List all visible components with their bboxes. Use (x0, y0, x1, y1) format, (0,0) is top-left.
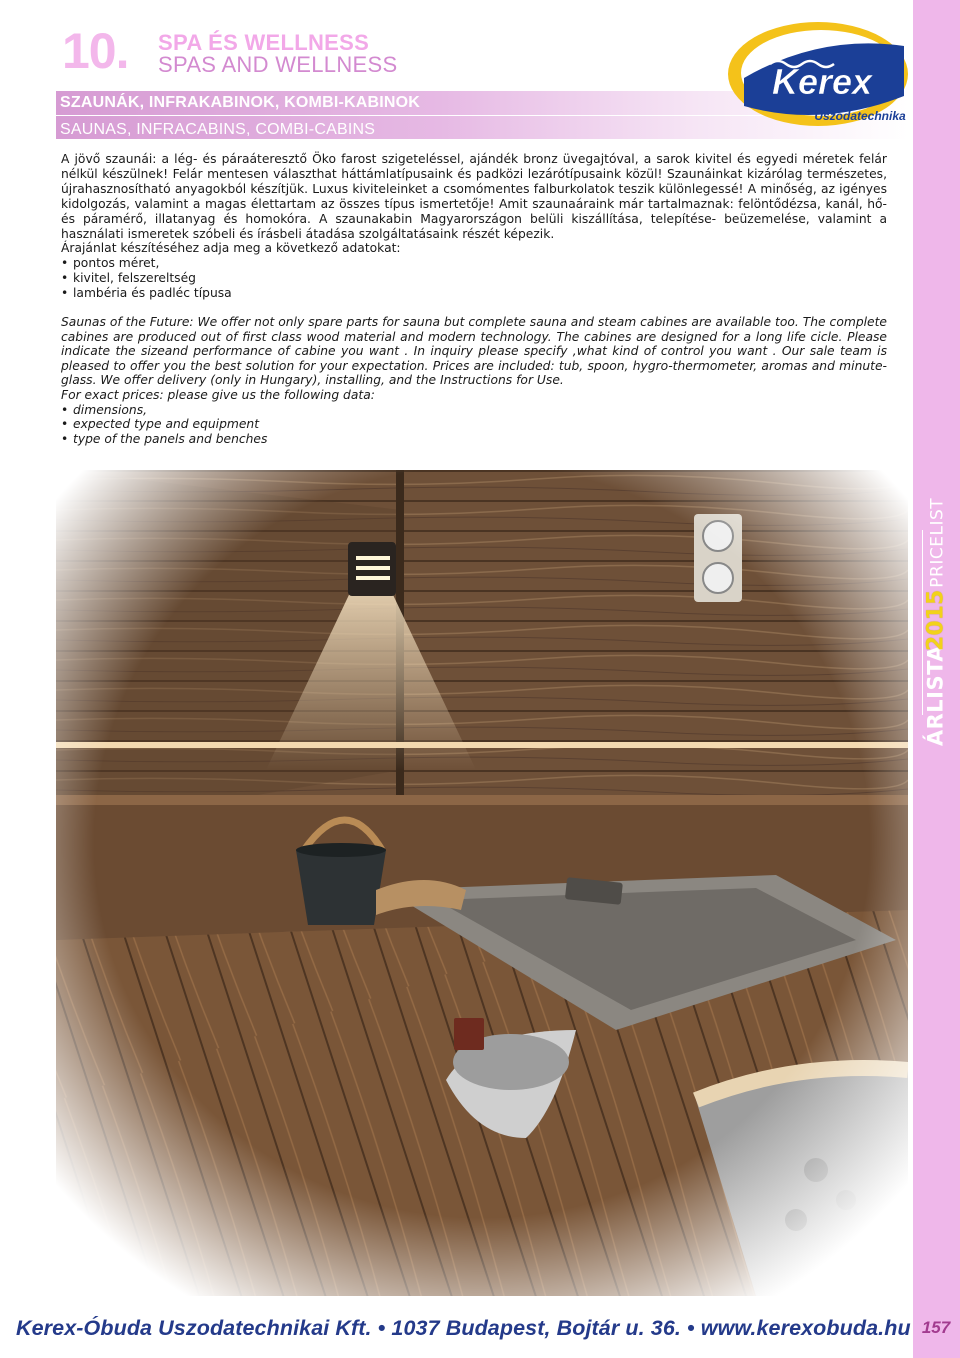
chapter-title-en: SPAS AND WELLNESS (158, 52, 398, 77)
footer-contact: Kerex-Óbuda Uszodatechnikai Kft. • 1037 Budapest, Bojtár u. 36. • www.kerexobuda.hu (16, 1316, 911, 1340)
sauna-photo (56, 470, 908, 1296)
chapter-title-hu: SPA ÉS WELLNESS (158, 30, 370, 55)
description-en-paragraph: Saunas of the Future: We offer not only spare parts for sauna but complete sauna and steam cabines are available too. The complete cabines are produced out of first class wood material and modern technology. The cabines are designed for a long life cicle. Please indicate the sizeand performance of cabine you want . In inquiry please specify ,what kind of control you want . Our sale team is pleased to offer you the best solution for your expectation. Prices are included: tub, spoon, hygro-thermometer, aromas and minute-glass. We offer delivery (only in Hungary), installing, and the Instructions for Use. (61, 315, 887, 388)
requirements-list-hu (61, 256, 887, 301)
description-en (61, 315, 887, 446)
chapter-number: 10. (62, 23, 129, 79)
list-item: • dimensions, (61, 403, 887, 418)
section-title-hu: SZAUNÁK, INFRAKABINOK, KOMBI-KABINOK (60, 94, 421, 111)
description-en-intro: For exact prices: please give us the following data: (61, 387, 375, 402)
list-item: • type of the panels and benches (61, 432, 887, 447)
list-item: • lambéria és padléc típusa (61, 286, 887, 301)
list-item: • pontos méret, (61, 256, 887, 271)
side-tab-year: 2015 (923, 589, 949, 651)
list-item: • expected type and equipment (61, 417, 887, 432)
list-item: • kivitel, felszereltség (61, 271, 887, 286)
description-hu-intro: Árajánlat készítéséhez adja meg a következő adatokat: (61, 241, 401, 256)
description-hu (61, 152, 887, 301)
description-hu-paragraph: A jövő szaunái: a lég- és páraáteresztő Öko farost szigeteléssel, ajándék bronz üvegajtóval, a sarok kivitel és egyedi méretek felár nélkül készülnek! Felár mentesen választhat háttámlatípusaink és padközi lezárótípusaink közül! Szaunáinkat kizárólag természetes, újrahasznosítható anyagokból készítjük. Luxus kiviteleinket a csomómentes falburkolatok teszik különlegessé! A minőség, az igényes kidolgozás, valamint a magas élettartam az összes típus ismertetője! Amit szaunaáraink már tartalmaznak: felöntődézsa, kanál, hő- és páramérő, illatanyag és homokóra. A szaunakabin Magyarországon belüli kiszállítása, telepítése- beüzemelése, valamint a használati ismeretek szóbeli és írásbeli átadása szolgáltatásaink részét képezik. (61, 152, 887, 241)
side-tab-label-en: PRICELIST (927, 497, 948, 588)
page-number: 157 (921, 1318, 951, 1337)
section-title-en: SAUNAS, INFRACABINS, COMBI-CABINS (60, 121, 376, 138)
side-tab-label-hu: ÁRLISTA (923, 644, 948, 747)
kerex-logo (722, 16, 912, 132)
logo-brand: Kerex (771, 61, 873, 102)
logo-tagline: Uszodatechnika (814, 109, 906, 123)
requirements-list-en (61, 403, 887, 447)
